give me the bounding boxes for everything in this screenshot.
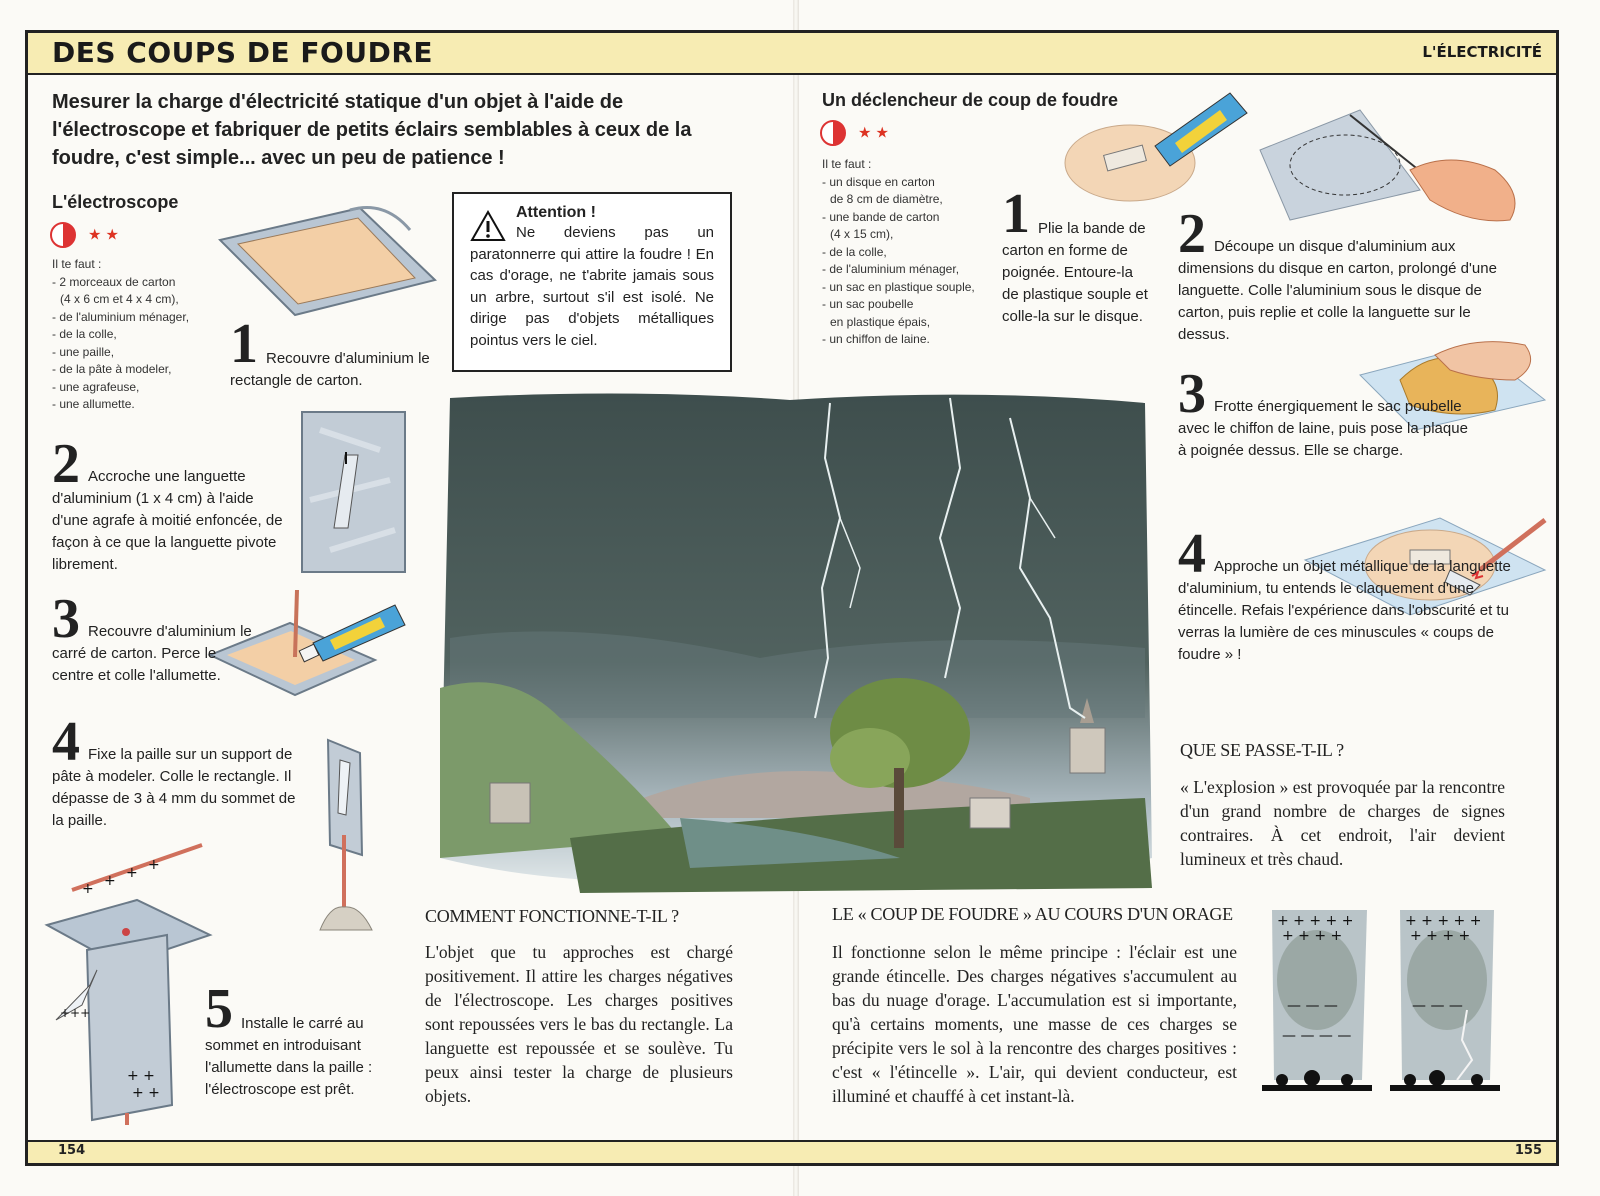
attention-text: Ne deviens pas un paratonnerre qui attire la foudre ! En cas d'orage, ne t'abrite jamais sous un arbre, surtout s'il est isolé. Ne dirige pas d'objets métalliques pointus vers le ciel. [470, 224, 714, 349]
electroscope-step-1: 1 Recouvre d'aluminium le rectangle de carton. [230, 313, 430, 389]
svg-text:+: + [126, 865, 138, 881]
foil-rectangle-illustration [210, 200, 440, 320]
svg-text:+ + + +: + + + + [1282, 928, 1343, 944]
orage-title: LE « COUP DE FOUDRE » AU COURS D'UN ORAGE [832, 904, 1233, 924]
needs-item: - un sac poubelle [822, 297, 914, 311]
attention-title: Attention ! [516, 204, 596, 221]
electroscope-step-3: 3 Recouvre d'aluminium le carré de carton. Perce le centre et colle l'allumette. [52, 588, 252, 684]
needs-item: - une agrafeuse, [52, 379, 140, 394]
difficulty-half-circle-icon [50, 222, 76, 248]
page-number-left: 154 [58, 1143, 86, 1158]
comment-text: L'objet que tu approches est chargé positivement. Il attire les charges négatives de l'électroscope. Les charges positives sont repoussées vers le bas du rectangle. La languette est repoussée et se soulève. Tu peux ainsi tester la charge de plusieurs objets. [425, 942, 733, 1106]
declencheur-difficulty [820, 120, 893, 146]
page-title: DES COUPS DE FOUDRE [52, 36, 434, 69]
svg-text:+: + [148, 857, 160, 873]
intro-text: Mesurer la charge d'électricité statique d'un objet à l'aide de l'électroscope et fabriquer de petits éclairs semblables à ceux de la foudre, c'est simple... avec un peu de patience ! [52, 91, 692, 169]
electroscope-step-2: 2 Accroche une languette d'aluminium (1 x 4 cm) à l'aide d'une agrafe à moitié enfoncée, de façon à ce que la languette pivote librement. [52, 433, 283, 573]
declencheur-title: Un déclencheur de coup de foudre [822, 90, 1119, 110]
svg-text:+++: +++ [60, 1006, 91, 1020]
svg-text:— — — —: — — — — [1282, 1028, 1352, 1044]
needs-item: de 8 cm de diamètre, [830, 192, 943, 206]
svg-text:+ + + + +: + + + + + [1405, 913, 1482, 929]
needs-item: - une bande de carton [822, 209, 940, 224]
declencheur-step-2: 2 Découpe un disque d'aluminium aux dimensions du disque en carton, prolongé d'une languette. Colle l'aluminium sous le disque de carton, puis replie et colle la languette sur le dessus. [1178, 203, 1497, 343]
declencheur-step-4: 4 Approche un objet métallique de la languette d'aluminium, tu entends le claquement d'une étincelle. Refais l'expérience dans l'obscurité et tu verras la lumière de ces minuscules « coups de foudre » ! [1178, 523, 1511, 663]
declencheur-step-1: 1 Plie la bande de carton en forme de poignée. Entoure-la de plastique souple et colle-la sur le disque. [1002, 183, 1148, 325]
svg-text:+ + + + +: + + + + + [1277, 913, 1354, 929]
cloud-charge-diagrams [1262, 900, 1512, 1120]
svg-text:— — —: — — — [1412, 998, 1463, 1014]
foil-tongue-illustration [300, 410, 410, 575]
needs-item: - une paille, [52, 344, 115, 359]
electroscope-needs [52, 256, 222, 414]
needs-item: - de l'aluminium ménager, [52, 309, 190, 324]
storm-landscape-illustration [430, 388, 1160, 900]
svg-text:+ + + +: + + + + [1410, 928, 1471, 944]
passe-text: « L'explosion » est provoquée par la rencontre d'un grand nombre de charges de signes contraires. À cet endroit, l'air devient lumineux et très chaud. [1180, 777, 1505, 869]
needs-item: - un chiffon de laine. [822, 332, 930, 346]
declencheur-step-3: 3 Frotte énergiquement le sac poubelle avec le chiffon de laine, puis pose la plaque à poignée dessus. Elle se charge. [1178, 363, 1468, 459]
electroscope-finished-illustration [42, 835, 222, 1125]
declencheur-needs [822, 156, 1002, 349]
svg-text:+: + [82, 881, 94, 897]
needs-item: - de la colle, [822, 244, 887, 259]
attention-box [452, 192, 732, 372]
needs-item: - 2 morceaux de carton [52, 274, 176, 289]
svg-text:+ +: + + [127, 1068, 155, 1084]
passe-title: QUE SE PASSE-T-IL ? [1180, 740, 1344, 760]
needs-title: Il te faut : [822, 157, 872, 171]
section-tag: L'ÉLECTRICITÉ [1422, 43, 1542, 61]
needs-item: - de l'aluminium ménager, [822, 262, 960, 276]
needs-item: - de la pâte à modeler, [52, 362, 172, 376]
straw-support-illustration [310, 735, 380, 935]
needs-item: - de la colle, [52, 327, 117, 341]
electroscope-difficulty [50, 222, 123, 248]
star-icon: ★★ [88, 225, 123, 244]
difficulty-half-circle-icon [820, 120, 846, 146]
needs-title: Il te faut : [52, 257, 102, 271]
needs-item: - un disque en carton [822, 174, 935, 189]
needs-item: (4 x 15 cm), [830, 227, 894, 241]
page-number-right: 155 [1514, 1143, 1542, 1158]
needs-item: en plastique épais, [830, 314, 931, 329]
electroscope-step-5: 5 Installe le carré au sommet en introduisant l'allumette dans la paille : l'électroscope est prêt. [205, 978, 373, 1098]
step-number: 1 [230, 313, 258, 375]
svg-text:— — —: — — — [1287, 998, 1338, 1014]
needs-item: - un sac en plastique souple, [822, 279, 975, 294]
electroscope-title: L'électroscope [52, 192, 179, 212]
comment-title: COMMENT FONCTIONNE-T-IL ? [425, 906, 679, 926]
warning-triangle-icon [470, 210, 506, 242]
needs-item: (4 x 6 cm et 4 x 4 cm), [60, 292, 179, 306]
svg-text:+: + [104, 873, 116, 889]
star-icon: ★★ [858, 123, 893, 142]
electroscope-step-4: 4 Fixe la paille sur un support de pâte à modeler. Colle le rectangle. Il dépasse de 3 à 4 mm du sommet de la paille. [52, 711, 296, 829]
svg-text:+ +: + + [132, 1085, 160, 1101]
needs-item: - une allumette. [52, 397, 135, 411]
orage-text: Il fonctionne selon le même principe : l'éclair est une grande étincelle. Des charges négatives s'accumulent au bas du nuage d'orage. L'accumulation est si importante, qu'à certains moments, une masse de ces charges se précipite vers le sol à la rencontre des charges positives : c'est « l'étincelle ». L'air, qui devient conducteur, est illuminé et chauffé à cet instant-là. [832, 942, 1237, 1106]
